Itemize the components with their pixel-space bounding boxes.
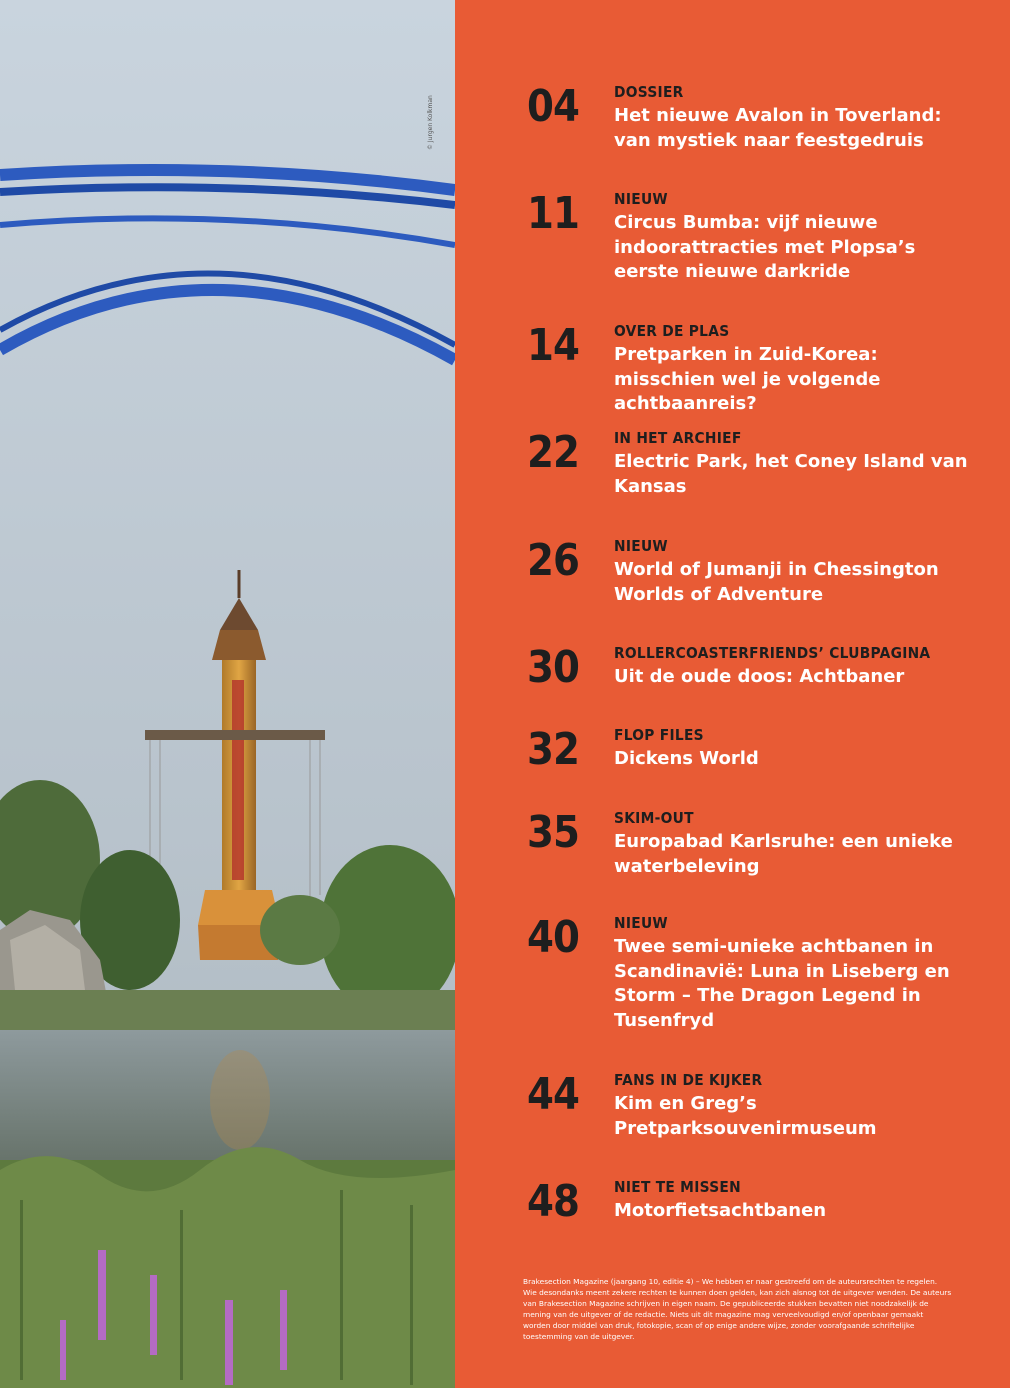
entry-title: World of Jumanji in Chessington Worlds of Adventure — [614, 559, 939, 605]
entry-title: Motorfietsachtbanen — [614, 1200, 827, 1221]
page-number: 22 — [527, 427, 580, 478]
entry-category: FLOP FILES — [614, 726, 704, 744]
photo-credit: © Jurgen Kolkman — [427, 95, 434, 150]
entry-category: OVER DE PLAS — [614, 322, 730, 340]
page-number: 14 — [527, 320, 580, 371]
page-number: 44 — [527, 1069, 580, 1120]
cover-photo — [0, 0, 455, 1388]
theme-park-photo — [0, 0, 455, 1388]
page-number: 30 — [527, 642, 580, 693]
entry-title: Uit de oude doos: Achtbaner — [614, 666, 905, 687]
page-number: 35 — [527, 807, 580, 858]
entry-category: ROLLERCOASTERFRIENDS’ CLUBPAGINA — [614, 644, 931, 662]
entry-category: NIEUW — [614, 537, 668, 555]
page-number: 32 — [527, 724, 580, 775]
entry-category: DOSSIER — [614, 83, 684, 101]
entry-title: Europabad Karlsruhe: een unieke waterbeleving — [614, 831, 953, 877]
entry-title: Twee semi-unieke achtbanen in Scandinavië: Luna in Liseberg en Storm – The Dragon Legend in Tusenfryd — [614, 936, 950, 1031]
entry-title: Circus Bumba: vijf nieuwe indoorattracties met Plopsa’s eerste nieuwe darkride — [614, 212, 916, 282]
legal-footer: Brakesection Magazine (jaargang 10, editie 4) – We hebben er naar gestreefd om de auteursrechten te regelen. Wie desondanks meent zekere rechten te kunnen doen gelden, kan zich alsnog tot de uitgever wenden. De auteurs van Brakesection Magazine schrijven in eigen naam. De gepubliceerde stukken bevatten niet noodzakelijk de mening van de uitgever of de redactie. Niets uit dit magazine mag verveelvoudigd en/of openbaar gemaakt worden door middel van druk, fotokopie, scan of op enige andere wijze, zonder voorafgaande schriftelijke toestemming van de uitgever. — [523, 1277, 952, 1341]
entry-category: SKIM-OUT — [614, 809, 694, 827]
entry-category: NIEUW — [614, 190, 668, 208]
entry-category: NIEUW — [614, 914, 668, 932]
page-number: 04 — [527, 81, 580, 132]
table-of-contents — [455, 0, 1010, 1388]
page-number: 48 — [527, 1176, 580, 1227]
page-number: 40 — [527, 912, 580, 963]
entry-title: Dickens World — [614, 748, 759, 769]
entry-title: Kim en Greg’s Pretparksouvenirmuseum — [614, 1093, 877, 1139]
entry-title: Pretparken in Zuid-Korea: misschien wel je volgende achtbaanreis? — [614, 344, 881, 414]
page-number: 11 — [527, 188, 580, 239]
entry-title: Electric Park, het Coney Island van Kansas — [614, 451, 968, 497]
page-number: 26 — [527, 535, 580, 586]
entry-title: Het nieuwe Avalon in Toverland: van mystiek naar feestgedruis — [614, 105, 942, 151]
entry-category: IN HET ARCHIEF — [614, 429, 742, 447]
entry-category: NIET TE MISSEN — [614, 1178, 741, 1196]
entry-category: FANS IN DE KIJKER — [614, 1071, 763, 1089]
